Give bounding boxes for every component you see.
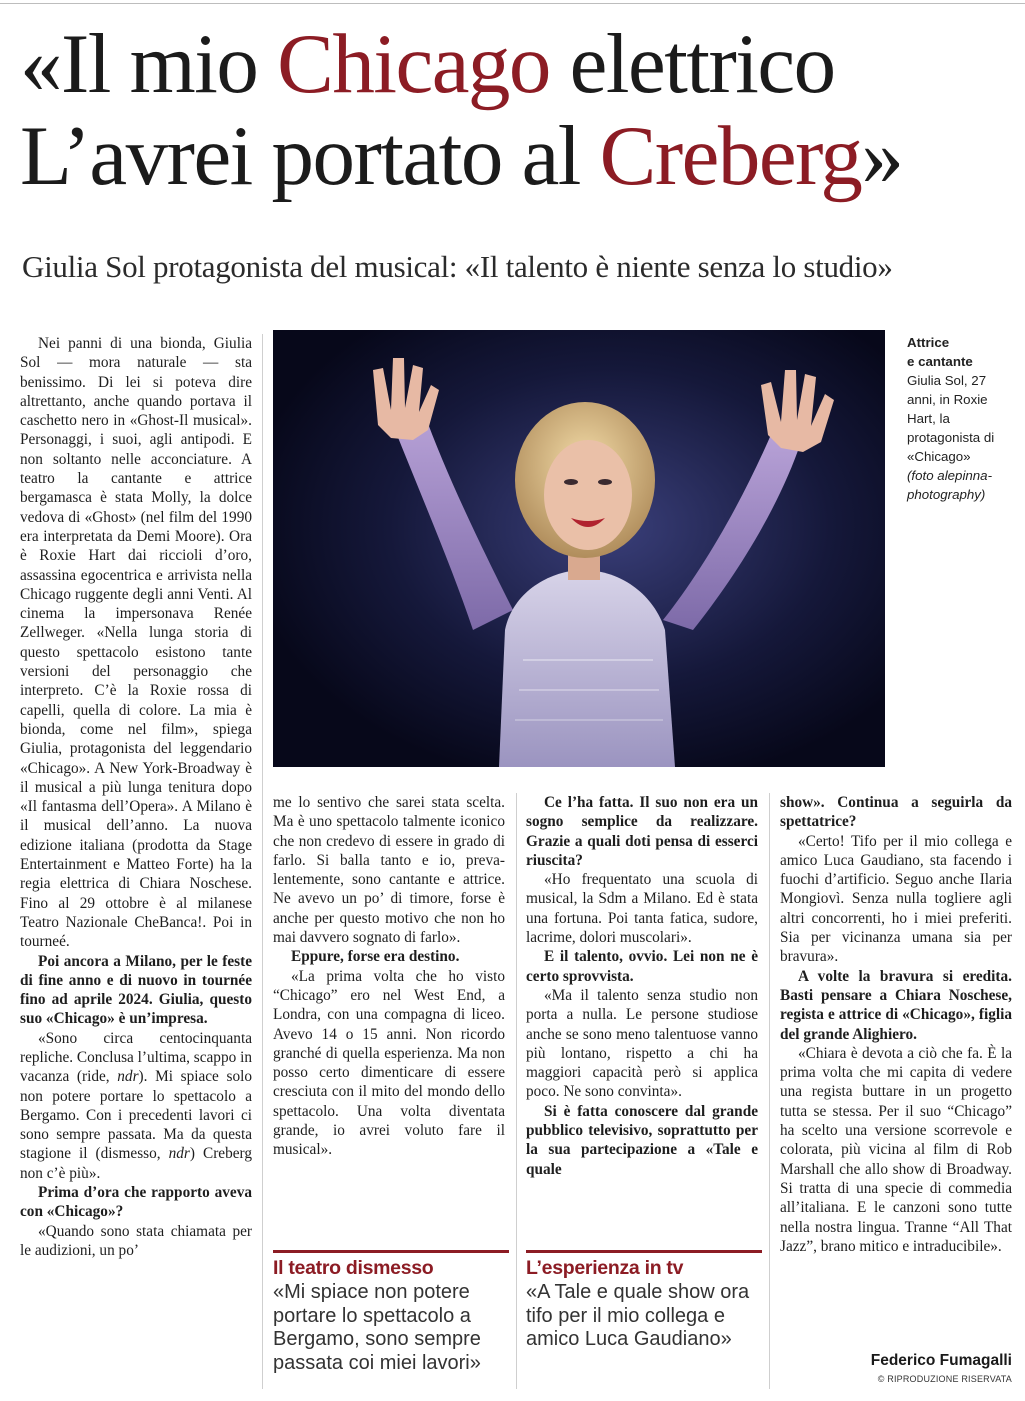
top-rule xyxy=(0,3,1025,4)
headline-text: L’avrei portato al xyxy=(20,109,600,203)
headline-line-1 xyxy=(20,16,1020,112)
interview-question: Poi ancora a Milano, per le feste di fine anno e di nuovo in tournée fino ad aprile 2024. Giulia, questo suo «Chicago» è un’impresa. xyxy=(20,952,252,1028)
headline-highlight: Chicago xyxy=(277,17,550,111)
text-run: ). Mi spiace solo non potere portare lo spettacolo a Bergamo. Con i precedenti lavori ci sono sempre passata. Ma da questa stagione il (dismesso, xyxy=(20,1068,253,1163)
column-divider xyxy=(262,334,263,1389)
headline-text: «Il mio xyxy=(20,17,278,111)
paragraph: «Chiara è devota a ciò che fa. È la prima volta che mi capita di vedere una regista buttare in un progetto tutta se stessa. Per il suo “Chicago” ha scelto una versione scorrevole e colorata, più vicina al film di Rob Marshall che allo show di Broadway. Si tratta di una specie di commedia all’italiana. E le canzoni sono tutte nella nostra lingua. Tranne “All That Jazz”, brano mitico e intraducibile». xyxy=(780,1044,1012,1255)
pull-quote-title: Il teatro dismesso xyxy=(273,1257,434,1279)
pull-quote-text: «Mi spiace non potere portare lo spettacolo a Bergamo, sono sempre passata coi miei lavori» xyxy=(273,1281,481,1374)
interview-question: Si è fatta conoscere dal grande pubblico televisivo, soprattutto per la sua partecipazione a «Tale e quale xyxy=(526,1102,758,1178)
headline-text: elettrico xyxy=(549,17,835,111)
paragraph: «Quando sono stata chiamata per le audizioni, un po’ xyxy=(20,1222,252,1259)
pull-quote-title: L’esperienza in tv xyxy=(526,1257,684,1279)
headline-text: » xyxy=(861,109,903,203)
pull-quote-box xyxy=(526,1250,762,1352)
headline-line-2 xyxy=(20,108,1020,204)
text-run-italic: ndr xyxy=(168,1145,190,1163)
text-run: ) Creberg non c’è più». xyxy=(20,1145,252,1182)
subtitle: Giulia Sol protagonista del musical: «Il talento è niente senza lo studio» xyxy=(22,249,893,284)
pull-quote-text: «A Tale e quale show ora tifo per il mio collega e amico Luca Gaudiano» xyxy=(526,1281,750,1350)
interview-question: E il talento, ovvio. Lei non ne è certo sprovvista. xyxy=(526,948,758,985)
author-byline: Federico Fumagalli xyxy=(870,1352,1012,1369)
column-divider xyxy=(769,793,770,1389)
article-column-1 xyxy=(20,334,252,1260)
column-divider xyxy=(516,793,517,1389)
article-column-4 xyxy=(780,793,1012,1256)
paragraph: «Ma il talento senza studio non porta a nulla. Le persone studiose anche se sono meno talentuose vanno più lontano, rispetto a chi ha maggiori capacità però si applica poco. Ne sono convinta». xyxy=(526,986,758,1101)
article-column-2 xyxy=(273,793,505,1160)
paragraph xyxy=(20,1029,252,1183)
caption-title: e cantante xyxy=(907,354,973,369)
interview-question: show». Continua a seguirla da spettatrice? xyxy=(780,794,1012,831)
caption-text: Giulia Sol, 27 anni, in Roxie Hart, la protagonista di «Chicago» xyxy=(907,373,995,464)
photo-caption xyxy=(907,333,1017,504)
interview-question: A volte la bravura si eredita. Basti pensare a Chiara Noschese, regista e attrice di «Chicago», figlia del grande Alighiero. xyxy=(780,967,1012,1043)
article-photo xyxy=(273,330,885,767)
interview-question: Prima d’ora che rapporto aveva con «Chicago»? xyxy=(20,1184,252,1221)
paragraph: Nei panni di una bionda, Giulia Sol — mora naturale — sta benissimo. Di lei si poteva dire altrettanto, anche quando portava il caschetto nero in «Ghost-Il musical». Personaggi, i suoi, agli antipodi. E non soltanto nelle acconciature. A teatro la cantante e attrice bergamasca è stata Molly, la dolce vedova di «Ghost» (nel film del 1990 era interpretata da Demi Moore). Ora è Roxie Hart dai riccioli d’oro, assassina egocentrica e arrivista nella Chicago ruggente degli anni Venti. Al cinema la impersonava Renée Zellweger. «Nella lunga storia di questo spettacolo esistono tante versioni del personaggio che interpreto. C’è la Roxie rossa di capelli, quella di colore. La mia è bionda, come nel film», spiega Giulia, protagonista del leggendario «Chicago». A New York-Broadway è il musical a più lunga tenitura dopo «Il fantasma dell’Opera». A Milano è il musical dell’anno. La nuova edizione italiana (prodotta da Stage Entertainment e Matteo Forte) ha la regia elettrica di Chiara Noschese. Fino al 29 ottobre è al milanese Teatro Nazionale CheBanca!. Poi in tourneé. xyxy=(20,335,252,951)
interview-question: Eppure, forse era destino. xyxy=(291,948,460,966)
interview-question: Ce l’ha fatta. Il suo non era un sogno semplice da realizzare. Grazie a quali doti pensa di esserci riuscita? xyxy=(526,794,758,869)
photo-credit: (foto alepinna-photography) xyxy=(907,468,993,502)
headline xyxy=(20,16,1020,204)
caption-title: Attrice xyxy=(907,335,950,350)
paragraph: «Ho frequentato una scuola di musical, la Sdm a Milano. Ed è stata una fortuna. Poi tanta fatica, sudore, lacrime, dolori muscolari». xyxy=(526,871,758,947)
copyright-notice: © RIPRODUZIONE RISERVATA xyxy=(877,1374,1012,1384)
paragraph: me lo sentivo che sarei stata scelta. Ma è uno spettacolo talmente iconico che non credevo di essere in grado di farlo. Si balla tanto e io, prevalentemente, sono cantante e attrice. Ne avevo un po’ di timore, forse è anche per questo motivo che non ho mai davvero sognato di farlo». xyxy=(273,794,505,947)
text-run: «Sono circa centocinquanta repliche. Conclusa l’ultima, scappo in vacanza (ride, xyxy=(20,1029,252,1086)
performer-photo-illustration xyxy=(273,330,885,767)
pull-quote-box xyxy=(273,1250,509,1375)
article-column-3 xyxy=(526,793,758,1179)
headline-highlight: Creberg xyxy=(599,109,862,203)
text-run-italic: ndr xyxy=(117,1068,139,1086)
paragraph: «La prima volta che ho visto “Chicago” ero nel West End, a Londra, con una compagna di liceo. Avevo 14 o 15 anni. Non ricordo granché di quella esperienza. Ma non posso certo dimenticare di essere cresciuta con il mito del mondo dello spettacolo. Una volta diventata grande, io avrei voluto fare il musical». xyxy=(273,967,505,1159)
paragraph: «Certo! Tifo per il mio collega e amico Luca Gaudiano, sta facendo i fuochi d’artificio. Seguo anche Ilaria Mongiovì. Senza nulla togliere agli altri concorrenti, ho i miei preferiti. Sia per vicinanza umana sia per bravura». xyxy=(780,832,1012,966)
